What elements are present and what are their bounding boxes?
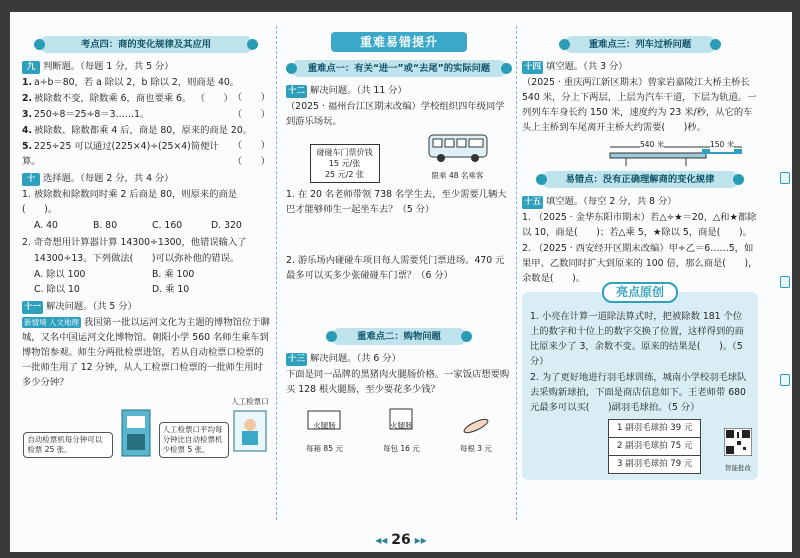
question-item: 下面是同一品牌的黑猪肉火腿肠价格。一家饭店想要购买 128 根火腿肠，至少要花多少钱？ bbox=[286, 369, 510, 395]
ticket-price-board: 碰碰车门票价钱 15 元/张 25 元/2 张 bbox=[310, 144, 380, 183]
judge-item: 3. 250÷8＝25÷8＝3……1。 （ ） bbox=[22, 109, 270, 120]
side-tab[interactable] bbox=[780, 374, 790, 386]
banner-title: 重难易错提升 bbox=[331, 32, 467, 52]
qr-label: 智能批改 bbox=[725, 464, 751, 472]
question-heading: 十四 填空题。（共 3 分） bbox=[524, 61, 628, 72]
question-item: 1. 在 20 名老师带领 738 名学生去，至少需要几辆大巴才能够师生一起坐车去？（5 分） bbox=[286, 189, 507, 215]
option[interactable]: C. 除以 10 bbox=[34, 284, 80, 295]
workbook-page bbox=[10, 12, 792, 552]
table-row: 2 副羽毛球拍 75 元 bbox=[609, 438, 701, 456]
sausage-icon bbox=[461, 412, 491, 436]
qr-block bbox=[724, 428, 752, 476]
question-heading: 十五 填空题。（每空 2 分，共 8 分） bbox=[524, 196, 677, 207]
section-title: 重难点二：购物问题 bbox=[331, 328, 467, 345]
prev-page-icon[interactable]: ◂◂ bbox=[375, 533, 388, 547]
next-page-icon[interactable]: ▸▸ bbox=[414, 533, 427, 547]
option[interactable]: B. 乘 100 bbox=[152, 269, 195, 280]
choice-question: 2. 奇奇想用计算器计算 14300÷1300，他错误输入了 bbox=[22, 237, 247, 248]
table-row: 3 副羽毛球拍 79 元 bbox=[609, 456, 701, 474]
answer-blank[interactable]: （ ） bbox=[195, 93, 233, 104]
question-item: 1. （2025 · 金华东阳市期末）若△÷★＝20，△和★都除以 10，商是( )；若△乘 5，★除以 5，商是( )。 bbox=[522, 212, 757, 238]
question-heading: 十三 解决问题。（共 6 分） bbox=[288, 353, 401, 364]
option[interactable]: A. 40 bbox=[34, 220, 58, 231]
bus-capacity-label: 限乘 48 名乘客 bbox=[431, 171, 484, 180]
question-item: 2. （2025 · 西安经开区期末改编）甲÷乙＝6……5，如果甲、乙数同时扩大到原来的 100 倍，那么商是( )，余数是( )。 bbox=[522, 243, 758, 284]
judge-heading: 九 判断题。（每题 1 分，共 5 分） bbox=[22, 59, 270, 74]
ticket-illustration bbox=[22, 394, 270, 458]
answer-blank[interactable]: （ ） bbox=[232, 156, 270, 167]
option[interactable]: D. 乘 10 bbox=[152, 284, 190, 295]
answer-blank[interactable]: （ ） bbox=[232, 109, 270, 120]
speech-bubble: 自动检票机每分钟可以检票 25 张。 bbox=[23, 432, 113, 458]
ticket-bus-illustration bbox=[286, 133, 512, 183]
speech-bubble: 人工检票口平均每分钟比自动检票机少检票 5 张。 bbox=[159, 422, 229, 458]
context-tag: 新情境 人文地理 bbox=[24, 318, 79, 327]
sausage-prices bbox=[286, 407, 512, 456]
table-row: 1 副羽毛球拍 39 元 bbox=[609, 420, 701, 438]
side-tab[interactable] bbox=[780, 276, 790, 288]
price-box: 火腿肠 每箱 85 元 bbox=[306, 407, 343, 456]
booth-sign: 人工检票口 bbox=[231, 397, 269, 406]
ticket-machine-icon bbox=[116, 408, 156, 458]
choice-question: 1. 被除数和除数同时乘 2 后商是 80，则原来的商是( )。 bbox=[22, 189, 238, 215]
ticket-booth-icon bbox=[232, 409, 268, 453]
bus-icon bbox=[427, 133, 489, 163]
column-middle bbox=[286, 32, 512, 460]
solve-text: 新情境 人文地理 我国第一批以运河文化为主题的博物馆位于聊城，又名中国运河文化博物馆。朝阳小学 560 名师生乘车到博物馆参观。师生分两批检票进馆，若从自动检票口检票的一批师生用了 12 分钟，从人工检票口检票的一批师生用时多少分钟？ bbox=[22, 317, 270, 388]
choice-options bbox=[34, 218, 270, 233]
racket-price-table bbox=[608, 419, 701, 474]
price-single: 每根 3 元 bbox=[460, 412, 492, 456]
section-title: 重难点一：有关“进一”或“去尾”的实际问题 bbox=[291, 60, 508, 77]
question-item: （2025 · 重庆两江新区期末）曾家岩嘉陵江大桥主桥长 540 米，分上下两层，上层为汽车干道，下层为轨道。一列列车车身长约 150 米，速度约为 23 米/秒，从它的车头上主桥到车尾离开主桥大约需要( )秒。 bbox=[522, 77, 757, 133]
highlight-title: 亮点原创 bbox=[602, 282, 678, 303]
question-intro: （2025 · 福州台江区期末改编）学校组织四年级同学到游乐场玩。 bbox=[286, 101, 505, 127]
bridge-diagram bbox=[606, 137, 758, 167]
question-item: 2. 为了更好地进行羽毛球训练，城南小学校羽毛球队去采购新球拍，下面是商店信息如下。王老师带 680 元最多可以买( )副羽毛球拍。（5 分） bbox=[530, 372, 747, 413]
column-divider bbox=[276, 26, 277, 520]
page-number: 26 bbox=[391, 532, 411, 548]
option[interactable]: B. 80 bbox=[93, 220, 118, 231]
choice-options bbox=[34, 267, 270, 297]
question-item: 2. 游乐场内碰碰车项目每人需要凭门票进场。470 元最多可以买多少张碰碰车门票？（6 分） bbox=[286, 255, 505, 281]
highlight-box bbox=[522, 285, 758, 480]
page-footer bbox=[10, 532, 792, 548]
answer-blank[interactable]: （ ） bbox=[232, 140, 270, 151]
price-pack: 火腿肠 每包 16 元 bbox=[383, 407, 420, 456]
answer-blank[interactable]: （ ） bbox=[232, 92, 270, 103]
judge-item: 2. 被除数不变，除数乘 6，商也要乘 6。 （ ） bbox=[22, 93, 233, 104]
section-title: 易错点：没有正确理解商的变化规律 bbox=[541, 171, 739, 188]
column-left bbox=[22, 32, 270, 462]
bridge-length-label: 540 米 bbox=[640, 137, 664, 152]
question-heading: 十二 解决问题。（共 11 分） bbox=[288, 85, 407, 96]
solve-heading: 十一 解决问题。（共 5 分） bbox=[24, 301, 137, 312]
option[interactable]: C. 160 bbox=[152, 220, 183, 231]
section-title: 重难点三：列车过桥问题 bbox=[564, 36, 715, 53]
option[interactable]: A. 除以 100 bbox=[34, 269, 86, 280]
option[interactable]: D. 320 bbox=[211, 220, 242, 231]
judge-item: 4. 被除数、除数都乘 4 后，商是 80，原来的商是 20。 （ ） bbox=[22, 125, 270, 151]
manual-booth bbox=[231, 394, 269, 458]
train-length-label: 150 米 bbox=[710, 137, 734, 152]
column-right bbox=[522, 32, 758, 480]
judge-item: 1. a÷b＝80，若 a 除以 2，b 除以 2，则商是 40。 （ ） bbox=[22, 77, 270, 103]
qr-code-icon[interactable] bbox=[724, 428, 752, 456]
choice-heading: 十 选择题。（每题 2 分，共 4 分） bbox=[22, 171, 270, 186]
choice-question-cont: 14300÷13。下列做法( )可以弥补他的错误。 bbox=[34, 253, 240, 264]
section-title: 考点四：商的变化规律及其应用 bbox=[39, 36, 252, 53]
side-tab[interactable] bbox=[780, 172, 790, 184]
judge-item: 5. 225÷25 可以通过(225×4)÷(25×4)简便计算。 （ ） bbox=[22, 141, 270, 167]
column-divider bbox=[516, 26, 517, 520]
bus-figure bbox=[427, 133, 489, 183]
question-item: 1. 小亮在计算一道除法算式时，把被除数 181 个位上的数字和十位上的数字交换了位置，这样得到的商比原来少了 3，余数不变。原来的结果是( )。（5 分） bbox=[530, 311, 744, 367]
